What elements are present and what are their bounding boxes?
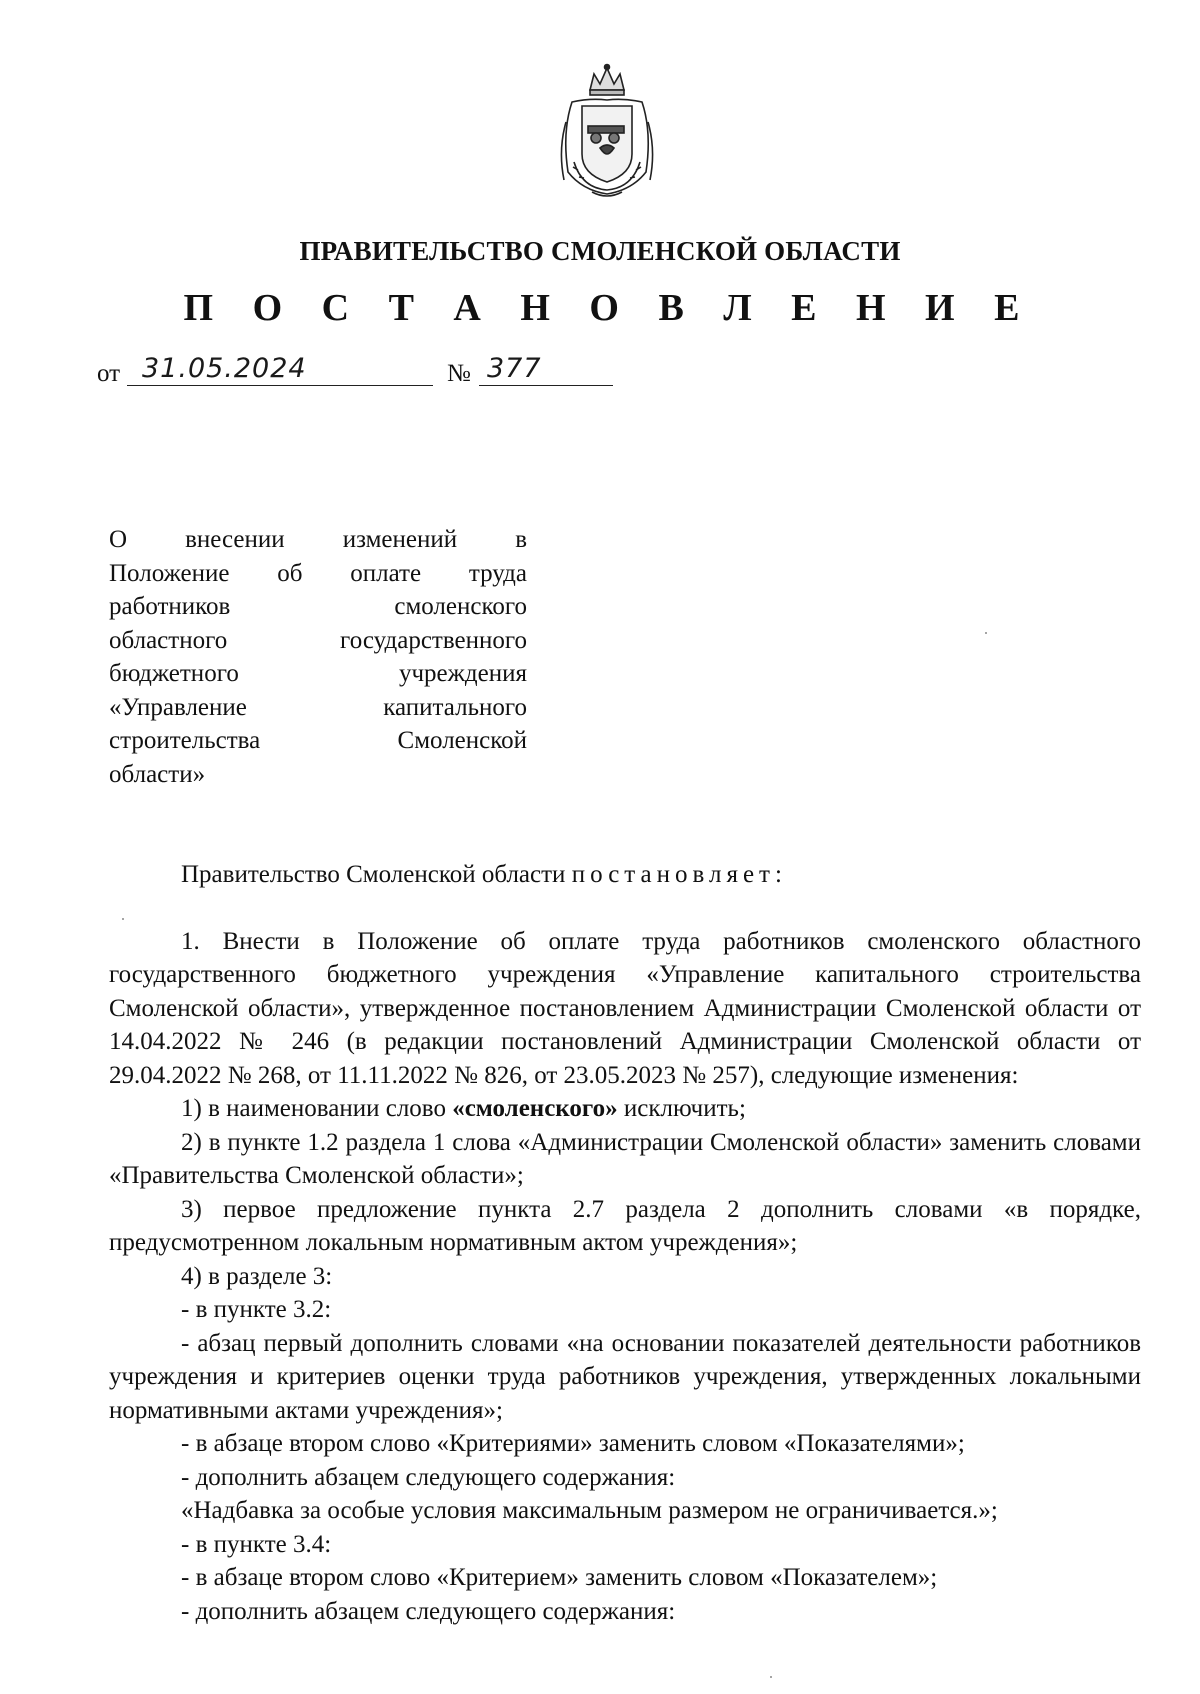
item-1-2: 2) в пункте 1.2 раздела 1 слова «Администрации Смоленской области» заменить словами «Правительства Смоленской области»;	[109, 1128, 1141, 1189]
bold-word: «смоленского»	[452, 1095, 618, 1122]
subject-line: «Управление капитального	[109, 693, 527, 721]
subject-line: бюджетного учреждения	[109, 660, 527, 687]
sub-item: - в пункте 3.2:	[181, 1296, 332, 1323]
subject-line: областного государственного	[109, 626, 527, 654]
date-label: от	[97, 360, 121, 387]
organization-title: ПРАВИТЕЛЬСТВО СМОЛЕНСКОЙ ОБЛАСТИ	[299, 236, 901, 266]
number-handwritten: 377	[487, 353, 542, 384]
sub-item: - в абзаце втором слово «Критериями» заменить словом «Показателями»;	[181, 1430, 965, 1457]
subject-line: строительства Смоленской	[109, 727, 527, 754]
scan-speck	[770, 1676, 772, 1678]
preamble: Правительство Смоленской области постановляет:	[181, 861, 787, 888]
document-type-title: П О С Т А Н О В Л Е Н И Е	[183, 287, 1035, 329]
subject-line: области»	[109, 760, 206, 788]
item-1-1: 1) в наименовании слово «смоленского» исключить;	[181, 1095, 746, 1122]
coat-of-arms-icon	[552, 62, 662, 202]
item-1: 1. Внести в Положение об оплате труда работников смоленского областного государственного бюджетного учреждения «Управление капитального строительства Смоленской области», утвержденное постановлением Администрации Смоленской области от 14.04.2022 № 246 (в редакции постановлений Администрации Смоленской области от 29.04.2022 № 268, от 11.11.2022 № 826, от 23.05.2023 № 257), следующие изменения:	[109, 927, 1141, 1089]
item-1-4: 4) в разделе 3:	[181, 1262, 333, 1290]
sub-item: - дополнить абзацем следующего содержания:	[181, 1463, 676, 1491]
document-body	[109, 858, 1141, 1628]
number-label: №	[447, 360, 471, 387]
document-subject	[109, 523, 527, 791]
scan-speck	[985, 632, 987, 634]
registration-line	[97, 352, 597, 392]
subject-line: О внесении изменений в	[109, 526, 527, 553]
sub-item: - в пункте 3.4:	[181, 1530, 332, 1558]
scan-speck	[122, 918, 124, 920]
sub-item: - абзац первый дополнить словами «на основании показателей деятельности работников учреждения и критериев оценки труда работников учреждения, утвержденных локальными нормативными актами учреждения»;	[109, 1329, 1141, 1424]
subject-line: Положение об оплате труда	[109, 559, 527, 587]
date-handwritten: 31.05.2024	[142, 353, 307, 384]
sub-item: - дополнить абзацем следующего содержания:	[181, 1597, 676, 1625]
subject-line: работников смоленского	[109, 593, 527, 620]
item-1-3: 3) первое предложение пункта 2.7 раздела 2 дополнить словами «в порядке, предусмотренном локальным нормативным актом учреждения»;	[109, 1195, 1141, 1256]
sub-item: - в абзаце втором слово «Критерием» заменить словом «Показателем»;	[181, 1564, 938, 1591]
sub-item: «Надбавка за особые условия максимальным размером не ограничивается.»;	[181, 1497, 998, 1524]
